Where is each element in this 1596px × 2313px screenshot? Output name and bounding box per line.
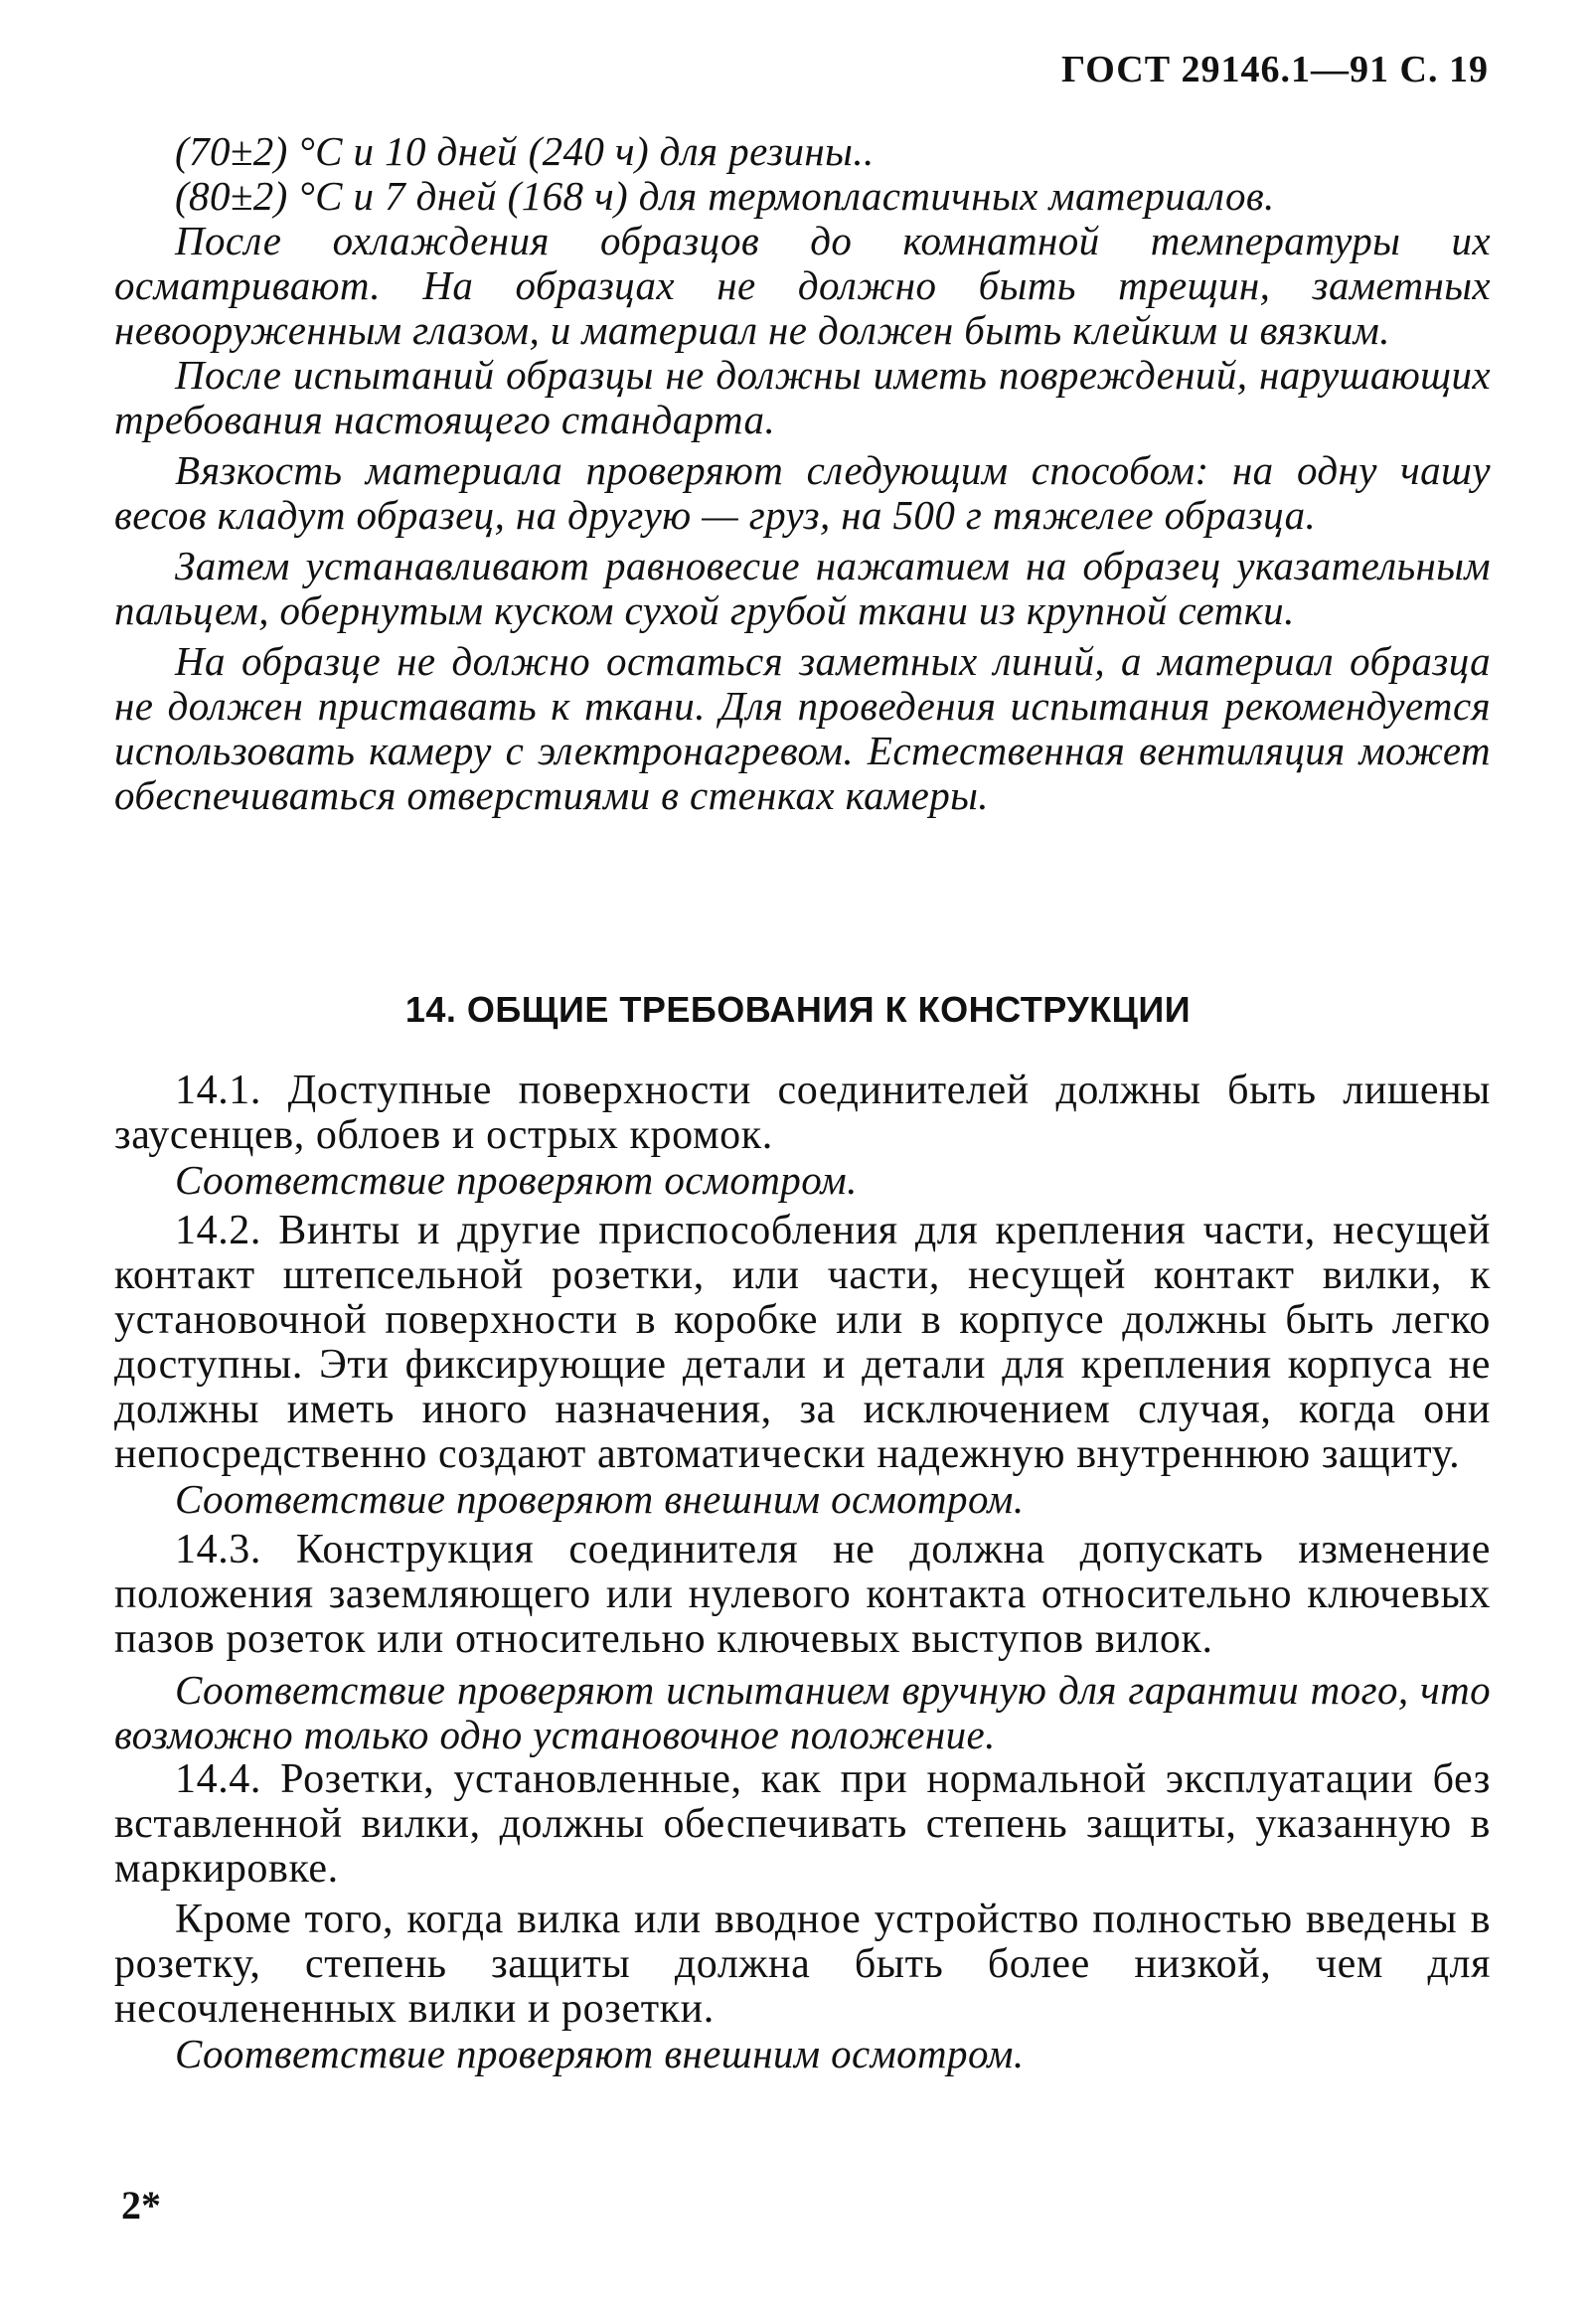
clause-14-2: 14.2. Винты и другие приспособления для крепления части, несущей контакт штепсельной розетки, или части, несущей контакт вилки, к установочной поверхности в коробке или в корпусе должны быть легко доступны. Эти фиксирующие детали и детали для крепления корпуса не должны иметь иного назначения, за исключением случая, когда они непосредственно создают автоматически надежную внутреннюю защиту. [114,1208,1491,1477]
clause-14-4: 14.4. Розетки, установленные, как при нормальной эксплуатации без вставленной вилки, должны обеспечивать степень защиты, указанную в маркировке. [114,1756,1491,1892]
section-14-body [114,1069,1491,2076]
clause-14-4-extra: Кроме того, когда вилка или вводное устройство полностью введены в розетку, степень защиты должна быть более низкой, чем для несочлененных вилки и розетки. [114,1897,1491,2032]
page-header: ГОСТ 29146.1—91 С. 19 [1061,49,1489,90]
paragraph-thermoplastic-temp: (80±2) °С и 7 дней (168 ч) для термопластичных материалов. [175,173,1275,219]
section-14-heading: 14. ОБЩИЕ ТРЕБОВАНИЯ К КОНСТРУКЦИИ [404,989,1192,1030]
paragraph-no-damage: После испытаний образцы не должны иметь повреждений, нарушающих требования настоящего стандарта. [114,352,1491,442]
paragraph-balance: Затем устанавливают равновесие нажатием на образец указательным пальцем, обернутым куском сухой грубой ткани из крупной сетки. [114,543,1491,633]
paragraph-cooling-inspection: После охлаждения образцов до комнатной температуры их осматривают. На образцах не должно быть трещин, заметных невооруженным глазом, и материал не должен быть клейким и вязким. [114,218,1491,353]
paragraph-rubber-temp: (70±2) °С и 10 дней (240 ч) для резины.. [175,128,875,174]
paragraph-viscosity-method: Вязкость материала проверяют следующим способом: на одну чашу весов кладут образец, на другую — груз, на 500 г тяжелее образца. [114,447,1491,538]
clause-14-3: 14.3. Конструкция соединителя не должна допускать изменение положения заземляющего или нулевого контакта относительно ключевых пазов розеток или относительно ключевых выступов вилок. [114,1527,1491,1662]
signature-mark: 2* [121,2183,161,2228]
clause-14-2-check: Соответствие проверяют внешним осмотром. [175,1476,1025,1522]
clause-14-3-check: Соответствие проверяют испытанием вручную для гарантии того, что возможно только одно установочное положение. [114,1667,1491,1757]
clause-14-1: 14.1. Доступные поверхности соединителей должны быть лишены заусенцев, облоев и острых кромок. [114,1068,1491,1158]
clause-14-1-check: Соответствие проверяют осмотром. [175,1157,858,1203]
paragraph-no-lines: На образце не должно остаться заметных линий, а материал образца не должен приставать к ткани. Для проведения испытания рекомендуется использовать камеру с электронагревом. Естественная вентиляция может обеспечиваться отверстиями в стенках камеры. [114,638,1491,818]
clause-14-4-check: Соответствие проверяют внешним осмотром. [175,2031,1025,2076]
top-section [114,129,1491,818]
